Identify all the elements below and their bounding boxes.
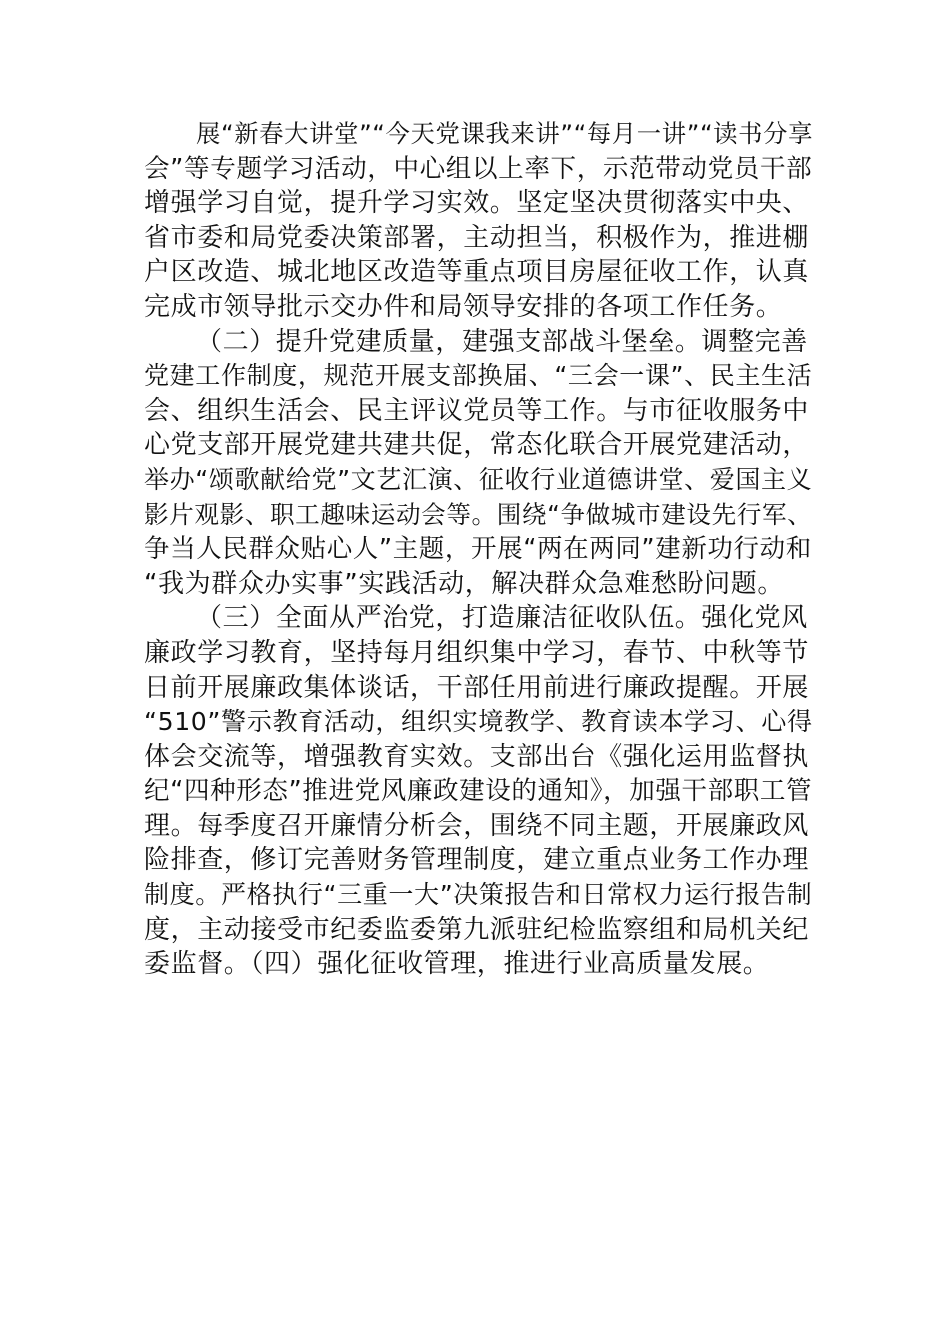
text-line: “510”警示教育活动，组织实境教学、教育读本学习、心得 bbox=[144, 707, 813, 737]
text-line: 廉政学习教育，坚持每月组织集中学习，春节、中秋等节 bbox=[144, 637, 810, 668]
body-text bbox=[144, 117, 812, 982]
text-line: 理。每季度召开廉情分析会，围绕不同主题，开展廉政风 bbox=[144, 810, 810, 841]
text-line: 制度。严格执行“三重一大”决策报告和日常权力运行报告制 bbox=[144, 880, 813, 910]
text-line: 完成市领导批示交办件和局领导安排的各项工作任务。 bbox=[144, 291, 783, 322]
text-line: 纪“四种形态”推进党风廉政建设的通知》，加强干部职工管 bbox=[144, 776, 813, 807]
text-line: 影片观影、职工趣味运动会等。围绕“争做城市建设先行军、 bbox=[144, 499, 813, 529]
text-line: “我为群众办实事”实践活动，解决群众急难愁盼问题。 bbox=[144, 568, 784, 599]
text-line: 党建工作制度，规范开展支部换届、“三会一课”、民主生活 bbox=[144, 361, 813, 391]
text-line: 举办“颂歌献给党”文艺汇演、征收行业道德讲堂、爱国主义 bbox=[144, 464, 813, 494]
text-line: 心党支部开展党建共建共促，常态化联合开展党建活动， bbox=[144, 430, 810, 461]
text-line: 委监督。（四）强化征收管理，推进行业高质量发展。 bbox=[144, 949, 770, 980]
paragraph-heading-3: （三）全面从严治党，打造廉洁征收队伍。强化党风 bbox=[196, 603, 808, 634]
text-line: 增强学习自觉，提升学习实效。坚定坚决贯彻落实中央、 bbox=[144, 188, 810, 219]
text-line: 争当人民群众贴心人”主题，开展“两在两同”建新功行动和 bbox=[144, 534, 812, 565]
text-line: 险排查，修订完善财务管理制度，建立重点业务工作办理 bbox=[144, 845, 810, 876]
text-line: 体会交流等，增强教育实效。支部出台《强化运用监督执 bbox=[144, 741, 810, 772]
text-line: 会、组织生活会、民主评议党员等工作。与市征收服务中 bbox=[144, 395, 810, 426]
text-line: 日前开展廉政集体谈话，干部任用前进行廉政提醒。开展 bbox=[144, 672, 810, 703]
text-line: 度，主动接受市纪委监委第九派驻纪检监察组和局机关纪 bbox=[144, 914, 810, 945]
text-line: 展“新春大讲堂”“今天党课我来讲”“每月一讲”“读书分享 bbox=[196, 119, 814, 148]
text-line: 会”等专题学习活动，中心组以上率下，示范带动党员干部 bbox=[144, 153, 813, 184]
text-line: 省市委和局党委决策部署，主动担当，积极作为，推进棚 bbox=[144, 222, 810, 253]
text-line: 户区改造、城北地区改造等重点项目房屋征收工作，认真 bbox=[144, 257, 810, 288]
paragraph-heading-2: （二）提升党建质量，建强支部战斗堡垒。调整完善 bbox=[196, 326, 808, 357]
